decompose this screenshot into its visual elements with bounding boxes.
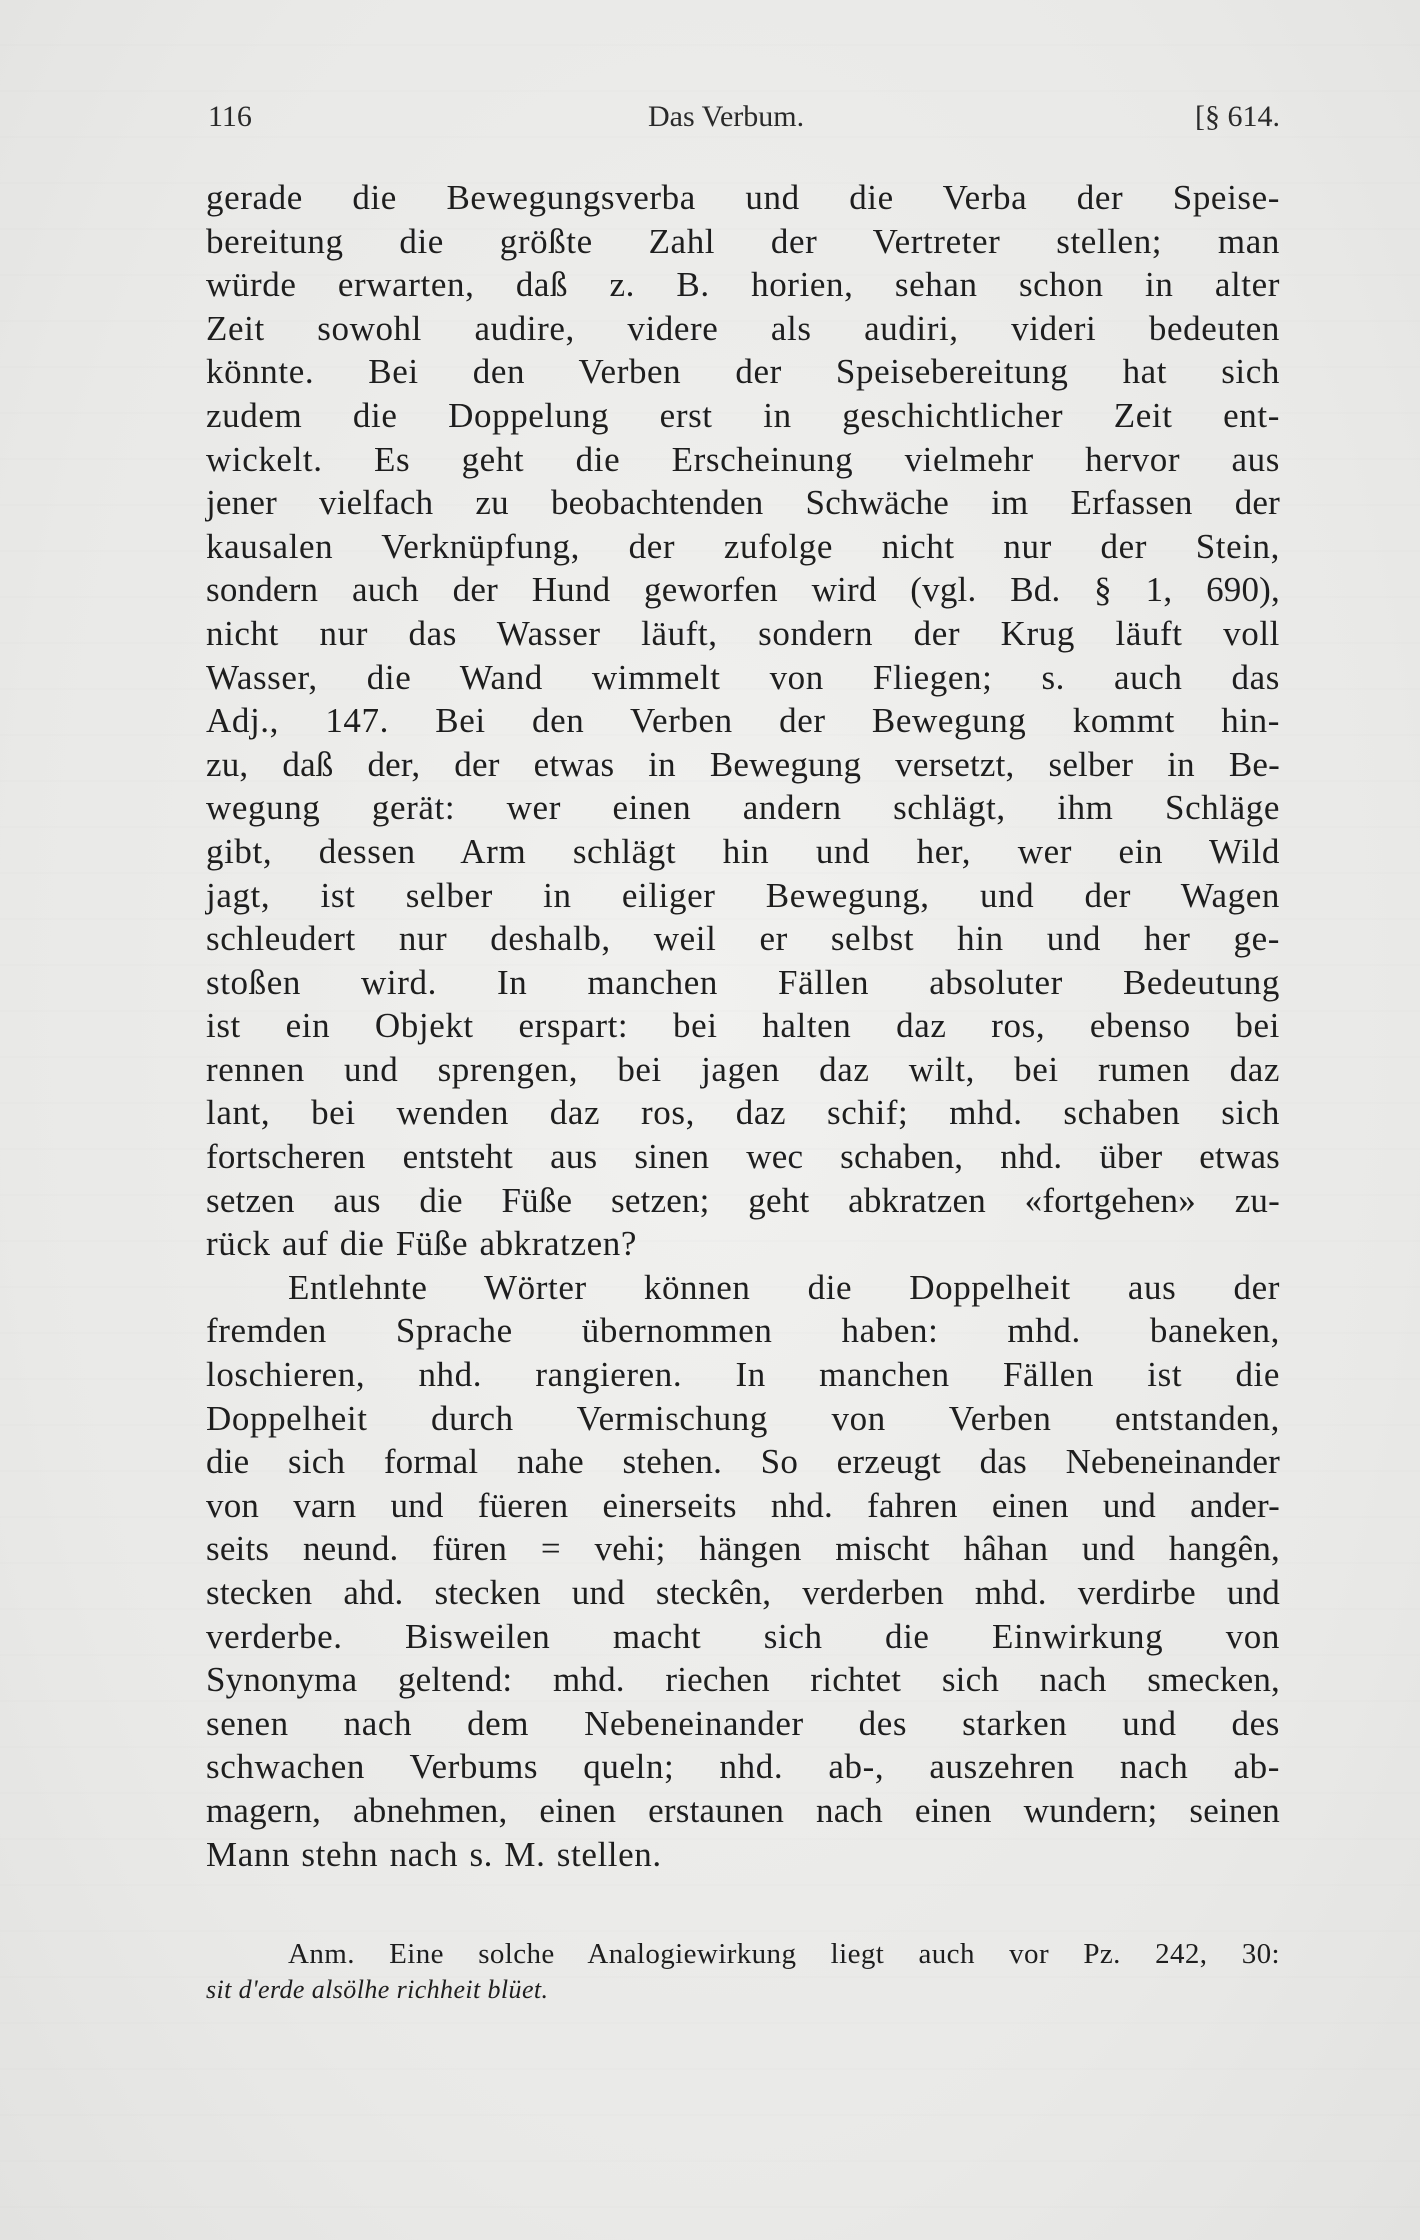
running-title: Das Verbum.	[648, 100, 805, 133]
text-line: Zeit sowohl audire, videre als audiri, videri bedeuten	[206, 308, 1280, 348]
text-line: schleudert nur deshalb, weil er selbst hin und her ge-	[206, 919, 1280, 959]
section-marker: [§ 614.	[1195, 100, 1280, 133]
text-line: zu, daß der, der etwas in Bewegung versetzt, selber in Be-	[206, 744, 1280, 784]
text-line: schwachen Verbums queln; nhd. ab-, auszehren nach ab-	[206, 1747, 1280, 1787]
text-line: würde erwarten, daß z. B. horien, sehan schon in alter	[206, 265, 1280, 305]
text-line: seits neund. füren = vehi; hängen mischt hâhan und hangên,	[206, 1529, 1280, 1569]
text-line: senen nach dem Nebeneinander des starken und des	[206, 1703, 1280, 1743]
text-line: zudem die Doppelung erst in geschichtlicher Zeit ent-	[206, 395, 1280, 435]
text-line: Mann stehn nach s. M. stellen.	[206, 1834, 662, 1874]
text-line: nicht nur das Wasser läuft, sondern der Krug läuft voll	[206, 613, 1280, 653]
text-line: Synonyma geltend: mhd. riechen richtet sich nach smecken,	[206, 1660, 1280, 1700]
text-line: Wasser, die Wand wimmelt von Fliegen; s. auch das	[206, 657, 1280, 697]
text-line: rück auf die Füße abkratzen?	[206, 1224, 637, 1264]
text-line: von varn und füeren einerseits nhd. fahren einen und ander-	[206, 1485, 1280, 1525]
text-line: loschieren, nhd. rangieren. In manchen Fällen ist die	[206, 1355, 1280, 1395]
text-line: wickelt. Es geht die Erscheinung vielmehr hervor aus	[206, 439, 1280, 479]
footnote-line: Anm. Eine solche Analogiewirkung liegt auch vor Pz. 242, 30:	[288, 1938, 1280, 1970]
text-line: Adj., 147. Bei den Verben der Bewegung kommt hin-	[206, 701, 1280, 741]
footnote-quote: sit d'erde alsölhe richheit blüet.	[206, 1975, 549, 2004]
text-line: stecken ahd. stecken und steckên, verderben mhd. verdirbe und	[206, 1573, 1280, 1612]
text-line: Doppelheit durch Vermischung von Verben entstanden,	[206, 1398, 1280, 1438]
text-line: könnte. Bei den Verben der Speisebereitung hat sich	[206, 352, 1280, 392]
text-line: verderbe. Bisweilen macht sich die Einwirkung von	[206, 1616, 1280, 1656]
text-line: ist ein Objekt erspart: bei halten daz ros, ebenso bei	[206, 1006, 1280, 1046]
body-text	[206, 176, 1280, 1876]
text-line: wegung gerät: wer einen andern schlägt, ihm Schläge	[206, 788, 1280, 828]
text-line: bereitung die größte Zahl der Vertreter stellen; man	[206, 221, 1280, 261]
running-head	[208, 100, 1280, 140]
text-line: kausalen Verknüpfung, der zufolge nicht nur der Stein,	[206, 526, 1280, 566]
text-line: lant, bei wenden daz ros, daz schif; mhd. schaben sich	[206, 1093, 1280, 1133]
text-line: jener vielfach zu beobachtenden Schwäche im Erfassen der	[206, 483, 1280, 523]
text-line: jagt, ist selber in eiliger Bewegung, und der Wagen	[206, 875, 1280, 915]
text-line: fortscheren entsteht aus sinen wec schaben, nhd. über etwas	[206, 1137, 1280, 1177]
text-line: Entlehnte Wörter können die Doppelheit aus der	[288, 1267, 1280, 1307]
footnote	[206, 1936, 1280, 2008]
page-number: 116	[208, 100, 252, 133]
text-line: magern, abnehmen, einen erstaunen nach einen wundern; seinen	[206, 1790, 1280, 1830]
text-line: gerade die Bewegungsverba und die Verba der Speise-	[206, 178, 1280, 217]
text-line: setzen aus die Füße setzen; geht abkratzen «fortgehen» zu-	[206, 1180, 1280, 1220]
text-line: gibt, dessen Arm schlägt hin und her, wer ein Wild	[206, 831, 1280, 871]
text-line: sondern auch der Hund geworfen wird (vgl. Bd. § 1, 690),	[206, 570, 1280, 610]
text-line: stoßen wird. In manchen Fällen absoluter Bedeutung	[206, 962, 1280, 1002]
text-line: fremden Sprache übernommen haben: mhd. baneken,	[206, 1311, 1280, 1351]
text-line: rennen und sprengen, bei jagen daz wilt, bei rumen daz	[206, 1049, 1280, 1089]
text-line: die sich formal nahe stehen. So erzeugt das Nebeneinander	[206, 1442, 1280, 1482]
